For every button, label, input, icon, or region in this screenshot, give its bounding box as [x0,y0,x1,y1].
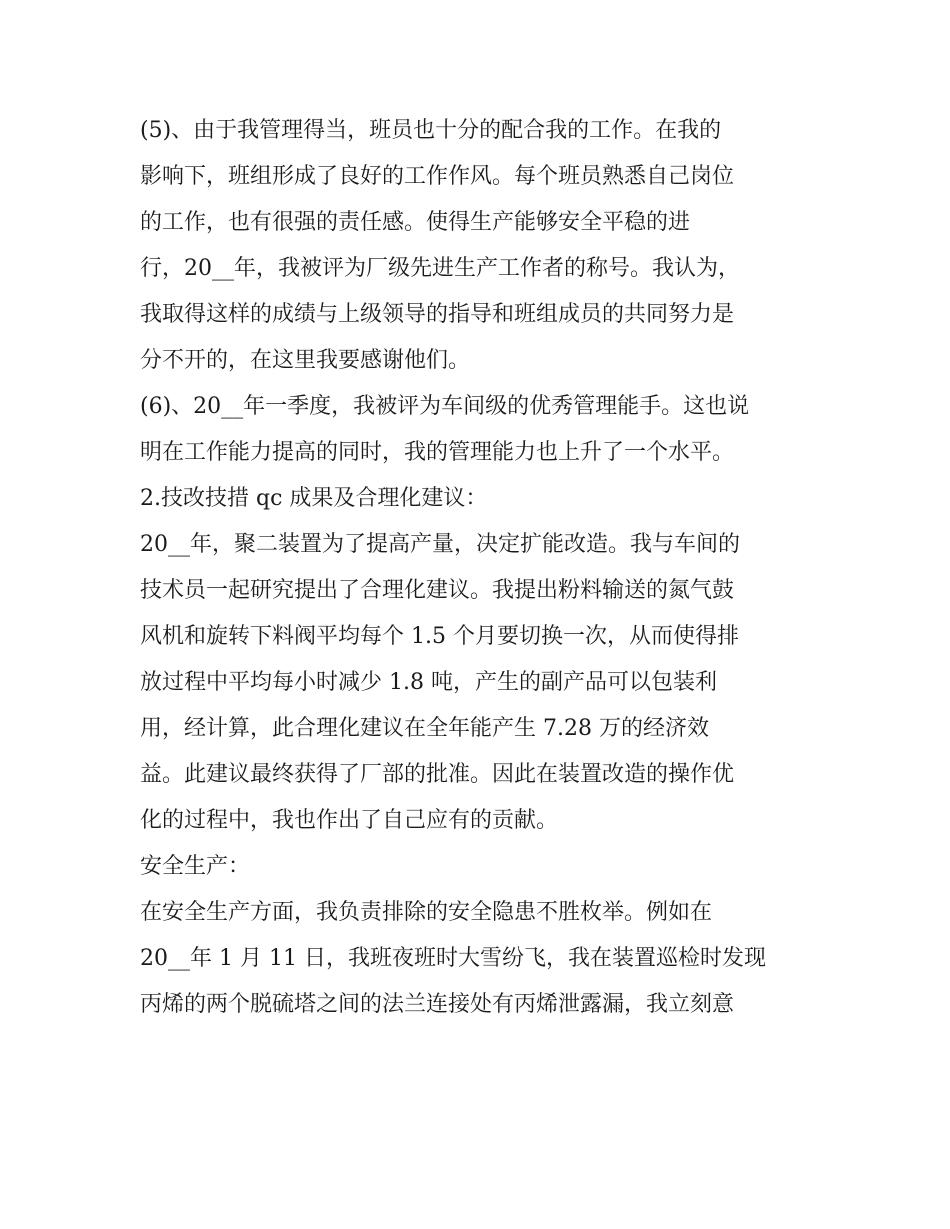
document-body [140,108,830,1028]
text-line: 风机和旋转下料阀平均每个 1.5 个月要切换一次，从而使得排 [140,624,739,649]
text-line: 化的过程中，我也作出了自己应有的贡献。 [140,808,559,833]
text-line: (6)、20__年一季度，我被评为车间级的优秀管理能手。这也说 [140,394,750,419]
text-line: 行，20__年，我被评为厂级先进生产工作者的称号。我认为， [140,256,740,281]
text-line: (5)、由于我管理得当，班员也十分的配合我的工作。在我的 [140,118,722,143]
text-line: 的工作，也有很强的责任感。使得生产能够安全平稳的进 [140,210,691,235]
text-line: 技术员一起研究提出了合理化建议。我提出粉料输送的氮气鼓 [140,578,735,603]
text-line: 用，经计算，此合理化建议在全年能产生 7.28 万的经济效 [140,716,709,741]
text-line: 放过程中平均每小时减少 1.8 吨，产生的副产品可以包装利 [140,670,717,695]
section-heading: 2.技改技措 qc 成果及合理化建议： [140,486,488,511]
text-line: 影响下，班组形成了良好的工作作风。每个班员熟悉自己岗位 [140,164,735,189]
section-heading: 安全生产： [140,854,251,879]
text-line: 丙烯的两个脱硫塔之间的法兰连接处有丙烯泄露漏，我立刻意 [140,992,735,1017]
text-line: 20__年 1 月 11 日，我班夜班时大雪纷飞，我在装置巡检时发现 [140,946,766,971]
text-line: 明在工作能力提高的同时，我的管理能力也上升了一个水平。 [140,440,735,465]
text-line: 我取得这样的成绩与上级领导的指导和班组成员的共同努力是 [140,302,735,327]
text-line: 益。此建议最终获得了厂部的批准。因此在装置改造的操作优 [140,762,735,787]
text-line: 20__年，聚二装置为了提高产量，决定扩能改造。我与车间的 [140,532,740,557]
text-line: 在安全生产方面，我负责排除的安全隐患不胜枚举。例如在 [140,900,713,925]
text-line: 分不开的，在这里我要感谢他们。 [140,348,471,373]
